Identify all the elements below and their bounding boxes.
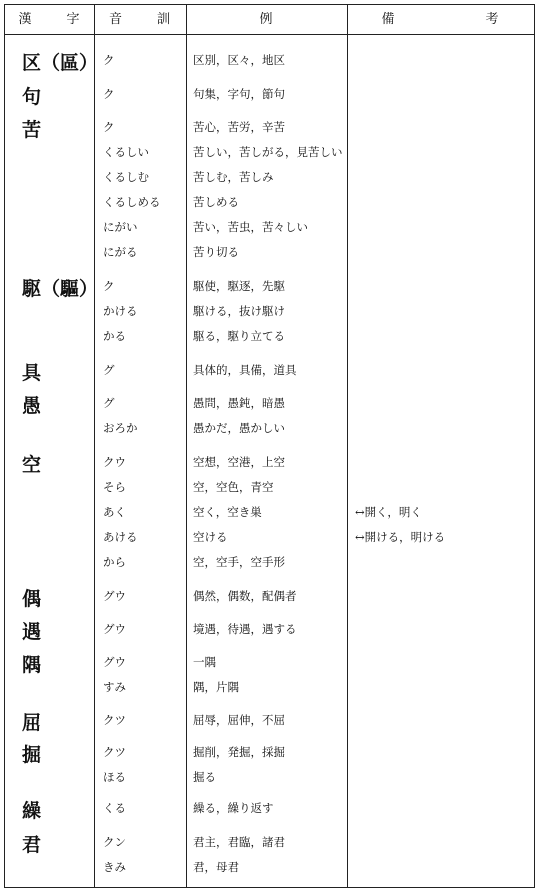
kanji-cell: 偶 (22, 588, 42, 610)
reading-cell: ほる (103, 770, 126, 784)
reading-cell: くるしめる (103, 195, 161, 209)
reading-cell: おろか (103, 421, 138, 435)
kanji-table (4, 4, 535, 888)
example-cell: 苦り切る (193, 245, 239, 259)
example-cell: 偶然，偶数，配偶者 (193, 589, 297, 603)
example-cell: 空想，空港，上空 (193, 455, 285, 469)
reading-cell: グ (103, 363, 115, 377)
kanji-cell: 屈 (22, 712, 42, 734)
example-cell: 空ける (193, 530, 228, 544)
header-onkun-char-2: 訓 (157, 12, 172, 27)
example-cell: 愚問，愚鈍，暗愚 (193, 396, 285, 410)
reading-cell: グウ (103, 655, 126, 669)
note-cell: ↔開く，明く (355, 505, 422, 519)
table-body (5, 5, 534, 887)
example-cell: 区別，区々，地区 (193, 53, 285, 67)
kanji-cell: 苦 (22, 119, 42, 141)
kanji-cell: 繰 (22, 800, 42, 822)
reading-cell: くるしむ (103, 170, 149, 184)
reading-cell: そら (103, 480, 126, 494)
example-cell: 掘る (193, 770, 216, 784)
reading-cell: かる (103, 329, 126, 343)
reading-cell: クン (103, 835, 126, 849)
reading-cell: から (103, 555, 126, 569)
kanji-cell: 掘 (22, 744, 42, 766)
example-cell: 駆ける，抜け駆け (193, 304, 285, 318)
example-cell: 苦い，苦虫，苦々しい (193, 220, 308, 234)
reading-cell: きみ (103, 860, 126, 874)
reading-cell: くる (103, 801, 126, 815)
example-cell: 空，空手，空手形 (193, 555, 285, 569)
example-cell: 屈辱，屈伸，不屈 (193, 713, 285, 727)
reading-cell: にがい (103, 220, 138, 234)
reading-cell: あける (103, 530, 138, 544)
kanji-cell: 区（區） (22, 52, 99, 74)
reading-cell: ク (103, 53, 115, 67)
header-kanji-char-1: 漢 (18, 12, 33, 27)
example-cell: 空，空色，青空 (193, 480, 274, 494)
kanji-cell: 君 (22, 834, 42, 856)
reading-cell: あく (103, 505, 126, 519)
example-cell: 掘削，発掘，採掘 (193, 745, 285, 759)
reading-cell: クツ (103, 713, 126, 727)
kanji-cell: 愚 (22, 395, 42, 417)
example-cell: 愚かだ，愚かしい (193, 421, 285, 435)
reading-cell: ク (103, 279, 115, 293)
reading-cell: すみ (103, 680, 126, 694)
kanji-cell: 具 (22, 362, 42, 384)
example-cell: 句集，字句，節句 (193, 87, 285, 101)
header-example-label: 例 (259, 12, 274, 27)
kanji-cell: 駆（驅） (22, 278, 99, 300)
example-cell: 具体的，具備，道具 (193, 363, 297, 377)
example-cell: 繰る，繰り返す (193, 801, 274, 815)
reading-cell: かける (103, 304, 138, 318)
reading-cell: グウ (103, 622, 126, 636)
example-cell: 隅，片隅 (193, 680, 239, 694)
example-cell: 駆使，駆逐，先駆 (193, 279, 285, 293)
header-notes-char-1: 備 (381, 12, 396, 27)
example-cell: 空く，空き巣 (193, 505, 262, 519)
example-cell: 苦しめる (193, 195, 239, 209)
reading-cell: クツ (103, 745, 126, 759)
reading-cell: ク (103, 87, 115, 101)
reading-cell: グウ (103, 589, 126, 603)
example-cell: 苦しむ，苦しみ (193, 170, 274, 184)
kanji-cell: 隅 (22, 654, 42, 676)
example-cell: 一隅 (193, 655, 216, 669)
example-cell: 君，母君 (193, 860, 239, 874)
note-cell: ↔開ける，明ける (355, 530, 446, 544)
reading-cell: クウ (103, 455, 126, 469)
example-cell: 苦心，苦労，辛苦 (193, 120, 285, 134)
kanji-cell: 遇 (22, 621, 42, 643)
reading-cell: くるしい (103, 145, 149, 159)
reading-cell: グ (103, 396, 115, 410)
header-onkun-char-1: 音 (108, 12, 123, 27)
kanji-cell: 句 (22, 86, 42, 108)
reading-cell: ク (103, 120, 115, 134)
example-cell: 苦しい，苦しがる，見苦しい (193, 145, 343, 159)
example-cell: 境遇，待遇，遇する (193, 622, 297, 636)
example-cell: 駆る，駆り立てる (193, 329, 285, 343)
header-notes-char-2: 考 (485, 12, 500, 27)
example-cell: 君主，君臨，諸君 (193, 835, 285, 849)
header-kanji-char-2: 字 (66, 12, 81, 27)
kanji-cell: 空 (22, 454, 42, 476)
reading-cell: にがる (103, 245, 138, 259)
